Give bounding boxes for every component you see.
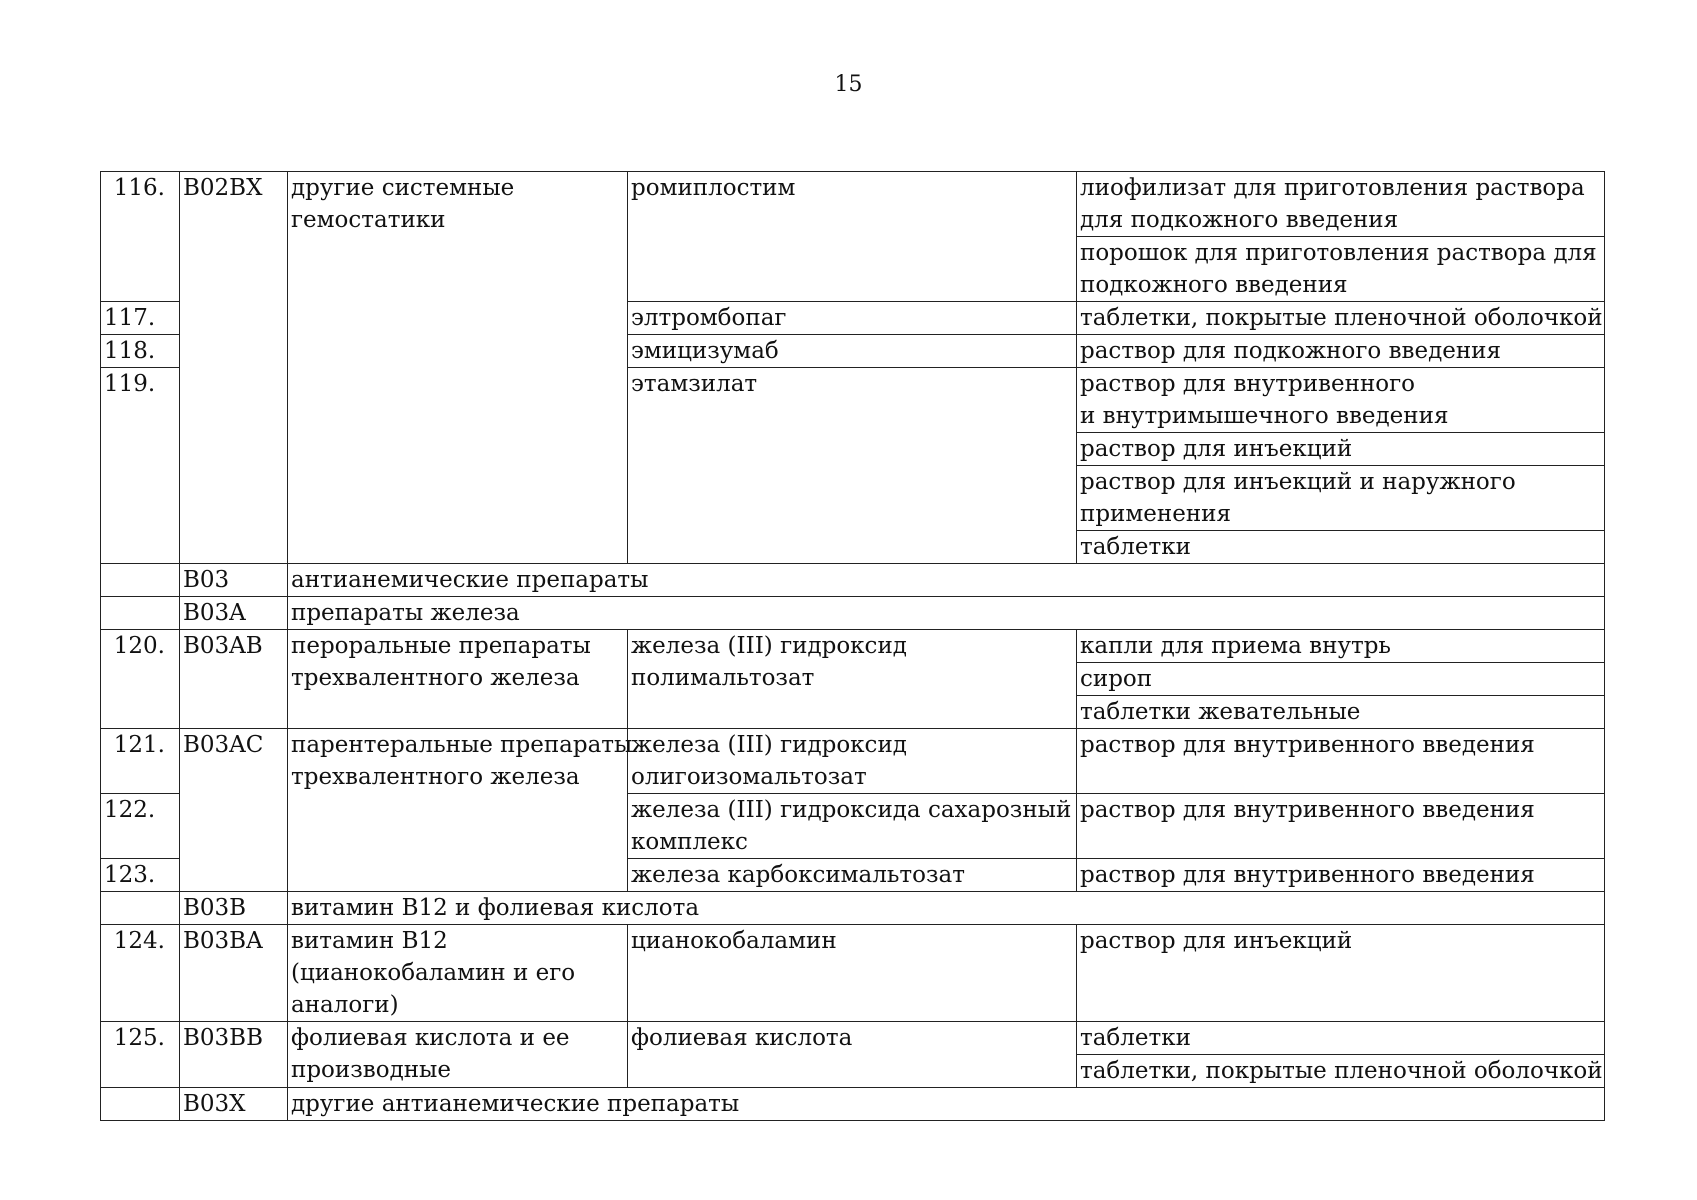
row-number: 121.: [101, 729, 180, 794]
group-name: фолиевая кислота и ее производные: [288, 1022, 628, 1088]
table-row: [101, 729, 1605, 794]
table-row: [101, 1088, 1605, 1121]
drug-name: железа (III) гидроксид олигоизомальтозат: [628, 729, 1077, 794]
atc-code: B03B: [180, 892, 288, 925]
row-number: 120.: [101, 630, 180, 729]
drug-table: [100, 171, 1605, 1121]
atc-code: B02BX: [180, 172, 288, 564]
table-row: [101, 1022, 1605, 1055]
table-row: [101, 597, 1605, 630]
dosage-form: таблетки, покрытые пленочной оболочкой: [1077, 302, 1605, 335]
row-number: [101, 597, 180, 630]
dosage-form: таблетки: [1077, 531, 1605, 564]
table-row: [101, 564, 1605, 597]
group-name: парентеральные препараты трехвалентного железа: [288, 729, 628, 892]
dosage-form: таблетки, покрытые пленочной оболочкой: [1077, 1055, 1605, 1088]
drug-name: эмицизумаб: [628, 335, 1077, 368]
drug-name: железа (III) гидроксида сахарозный комплекс: [628, 794, 1077, 859]
dosage-form: раствор для инъекций: [1077, 925, 1605, 1022]
group-name: пероральные препараты трехвалентного железа: [288, 630, 628, 729]
drug-name: железа карбоксимальтозат: [628, 859, 1077, 892]
group-name: другие системные гемостатики: [288, 172, 628, 564]
drug-name: ромиплостим: [628, 172, 1077, 302]
atc-code: B03BB: [180, 1022, 288, 1088]
atc-code: B03AB: [180, 630, 288, 729]
group-name: препараты железа: [288, 597, 1605, 630]
dosage-form: раствор для внутривенного и внутримышечного введения: [1077, 368, 1605, 433]
atc-code: B03: [180, 564, 288, 597]
drug-name: элтромбопаг: [628, 302, 1077, 335]
table-row: [101, 925, 1605, 1022]
row-number: [101, 892, 180, 925]
group-name: витамин B12 (цианокобаламин и его аналоги): [288, 925, 628, 1022]
row-number: 118.: [101, 335, 180, 368]
drug-name: железа (III) гидроксид полимальтозат: [628, 630, 1077, 729]
row-number: 116.: [101, 172, 180, 302]
dosage-form: раствор для внутривенного введения: [1077, 794, 1605, 859]
dosage-form: таблетки: [1077, 1022, 1605, 1055]
table-row: [101, 892, 1605, 925]
atc-code: B03AC: [180, 729, 288, 892]
atc-code: B03A: [180, 597, 288, 630]
dosage-form: лиофилизат для приготовления раствора для подкожного введения: [1077, 172, 1605, 237]
dosage-form: раствор для подкожного введения: [1077, 335, 1605, 368]
dosage-form: раствор для внутривенного введения: [1077, 729, 1605, 794]
row-number: 123.: [101, 859, 180, 892]
row-number: 119.: [101, 368, 180, 564]
dosage-form: сироп: [1077, 663, 1605, 696]
dosage-form: порошок для приготовления раствора для подкожного введения: [1077, 237, 1605, 302]
dosage-form: раствор для инъекций: [1077, 433, 1605, 466]
row-number: 122.: [101, 794, 180, 859]
table-row: [101, 172, 1605, 237]
atc-code: B03BA: [180, 925, 288, 1022]
row-number: [101, 564, 180, 597]
row-number: [101, 1088, 180, 1121]
row-number: 117.: [101, 302, 180, 335]
group-name: витамин B12 и фолиевая кислота: [288, 892, 1605, 925]
dosage-form: раствор для внутривенного введения: [1077, 859, 1605, 892]
row-number: 124.: [101, 925, 180, 1022]
dosage-form: капли для приема внутрь: [1077, 630, 1605, 663]
dosage-form: раствор для инъекций и наружного применения: [1077, 466, 1605, 531]
drug-name: этамзилат: [628, 368, 1077, 564]
row-number: 125.: [101, 1022, 180, 1088]
page-number: 15: [834, 72, 863, 97]
drug-name: фолиевая кислота: [628, 1022, 1077, 1088]
drug-name: цианокобаламин: [628, 925, 1077, 1022]
dosage-form: таблетки жевательные: [1077, 696, 1605, 729]
group-name: другие антианемические препараты: [288, 1088, 1605, 1121]
atc-code: B03X: [180, 1088, 288, 1121]
table-row: [101, 630, 1605, 663]
group-name: антианемические препараты: [288, 564, 1605, 597]
